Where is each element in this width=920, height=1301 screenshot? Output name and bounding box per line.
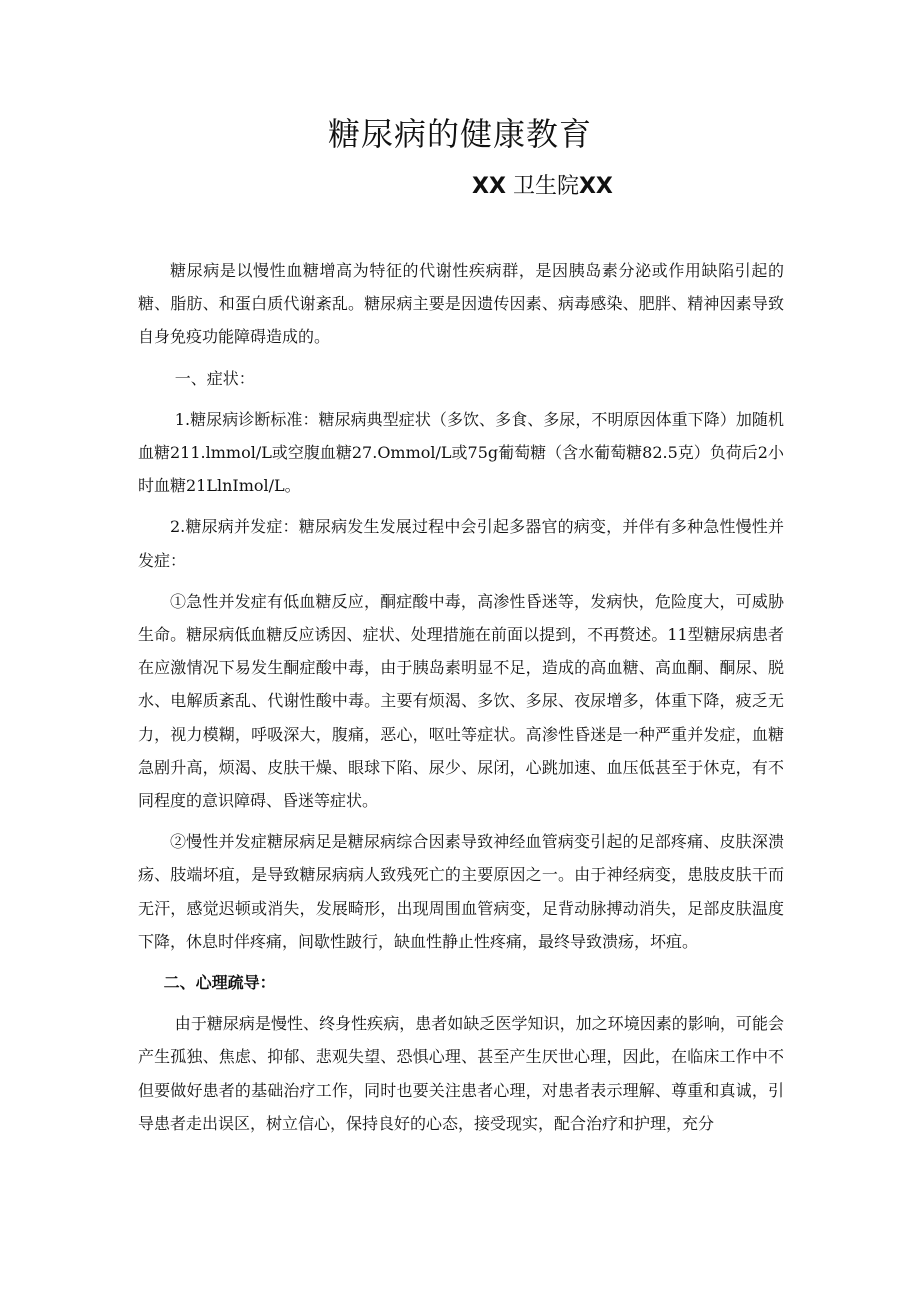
author-org: 卫生院 [512,174,579,199]
author-suffix: XX [578,174,613,199]
author-line [472,170,613,204]
chronic-complications-paragraph: ②慢性并发症糖尿病足是糖尿病综合因素导致神经血管病变引起的足部疼痛、皮肤深溃疡、肢端坏疽，是导致糖尿病病人致残死亡的主要原因之一。由于神经病变，患肢皮肤干而无汗，感觉迟顿或消失，发展畸形，出现周围血管病变，足背动脉搏动消失，足部皮肤温度下降，休息时伴疼痛，间歇性跛行，缺血性静止性疼痛，最终导致溃疡，坏疽。 [138,832,784,951]
document-title: 糖尿病的健康教育 [327,115,592,153]
acute-complications-paragraph: ①急性并发症有低血糖反应，酮症酸中毒，高渗性昏迷等，发病快，危险度大，可威胁生命。糖尿病低血糖反应诱因、症状、处理措施在前面以提到，不再赘述。11型糖尿病患者在应激情况下易发生酮症酸中毒，由于胰岛素明显不足，造成的高血糖、高血酮、酮尿、脱水、电解质紊乱、代谢性酸中毒。主要有烦渴、多饮、多尿、夜尿增多，体重下降，疲乏无力，视力模糊，呼吸深大，腹痛，恶心，呕吐等症状。高渗性昏迷是一种严重并发症，血糖急剧升高，烦渴、皮肤干燥、眼球下陷、尿少、尿闭，心跳加速、血压低甚至于休克，有不同程度的意识障碍、昏迷等症状。 [138,591,784,811]
document-body [138,254,784,1140]
complications-paragraph: 2.糖尿病并发症：糖尿病发生发展过程中会引起多器官的病变，并伴有多种急性慢性并发症： [138,517,784,570]
intro-paragraph: 糖尿病是以慢性血糖增高为特征的代谢性疾病群，是因胰岛素分泌或作用缺陷引起的糖、脂肪、和蛋白质代谢紊乱。糖尿病主要是因遗传因素、病毒感染、肥胖、精神因素导致自身免疫功能障碍造成的。 [138,261,784,347]
psychology-paragraph: 由于糖尿病是慢性、终身性疾病，患者如缺乏医学知识，加之环境因素的影响，可能会产生孤独、焦虑、抑郁、悲观失望、恐惧心理、甚至产生厌世心理，因此，在临床工作中不但要做好患者的基础治疗工作，同时也要关注患者心理，对患者表示理解、尊重和真诚，引导患者走出误区，树立信心，保持良好的心态，接受现实，配合治疗和护理，充分 [138,1014,784,1133]
section-heading-symptoms: 一、症状： [174,368,255,388]
section-heading-psychology: 二、心理疏导： [163,973,276,993]
author-prefix: XX [472,174,506,199]
diagnosis-criteria-paragraph: 1.糖尿病诊断标准：糖尿病典型症状（多饮、多食、多尿，不明原因体重下降）加随机血糖211.lmmol/L或空腹血糖27.Ommol/L或75g葡萄糖（含水葡萄糖82.5克）负荷后2小时血糖21LlnImol/L。 [138,409,784,496]
